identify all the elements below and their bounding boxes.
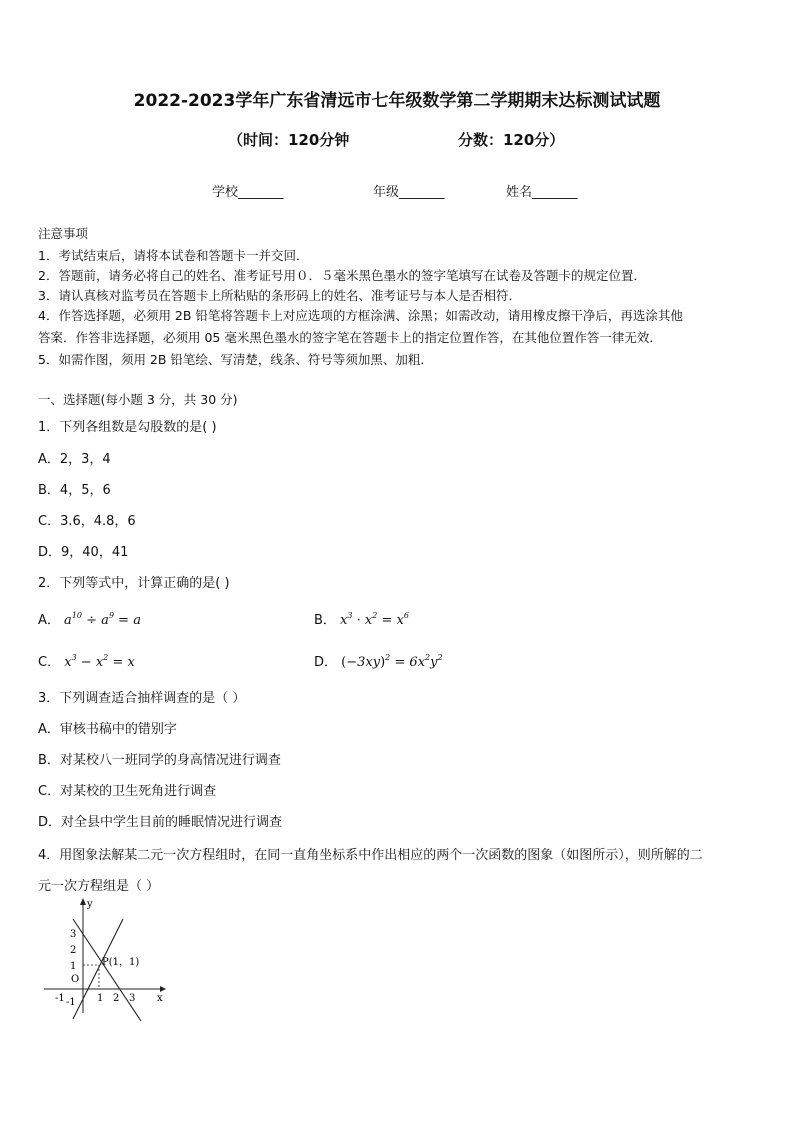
q1-option-d[interactable]: D．9，40，41 xyxy=(38,545,129,560)
q2-option-c-label: C． xyxy=(38,655,61,670)
y-axis-label: y xyxy=(87,899,93,910)
notice-line: 答案．作答非选择题，必须用 05 毫米黑色墨水的签字笔在答题卡上的指定位置作答，在其他位置作答一律无效． xyxy=(38,330,662,345)
q3-option-d[interactable]: D．对全县中学生目前的睡眠情况进行调查 xyxy=(38,815,283,830)
q1-option-b[interactable]: B．4，5，6 xyxy=(38,483,111,498)
q2-option-b-formula: $x^3 \cdot x^2 = x^6$ xyxy=(340,611,409,628)
exam-time: （时间：120分钟 xyxy=(228,131,350,149)
q2-option-a-formula: $a^{10} \div a^9 = a$ xyxy=(64,611,141,628)
q2-option-c[interactable] xyxy=(38,651,135,670)
x-axis-arrow xyxy=(160,986,166,992)
origin-label: O xyxy=(71,974,80,985)
y-tick-label: 1 xyxy=(70,961,77,972)
q2-option-d-label: D． xyxy=(314,655,338,670)
question-4-stem-line-1: 4．用图象法解某二元一次方程组时，在同一直角坐标系中作出相应的两个一次函数的图象（如图所示），则所解的二 xyxy=(38,848,703,863)
grade-field[interactable]: 年级_______ xyxy=(373,185,445,200)
y-tick-label: -1 xyxy=(66,997,76,1008)
q2-option-b-label: B． xyxy=(314,613,336,628)
question-2-stem: 2．下列等式中，计算正确的是( ) xyxy=(38,576,230,591)
notice-line: 4．作答选择题，必须用 2B 铅笔将答题卡上对应选项的方框涂满、涂黑；如需改动，请用橡皮擦干净后，再选涂其他 xyxy=(38,308,683,323)
question-4-stem-line-2: 元一次方程组是（ ） xyxy=(38,879,160,894)
name-field[interactable]: 姓名_______ xyxy=(506,185,578,200)
notice-line: 2．答题前，请务必将自己的姓名、准考证号用０．５毫米黑色墨水的签字笔填写在试卷及答题卡的规定位置． xyxy=(38,268,646,283)
q2-option-c-formula: $x^3 - x^2 = x$ xyxy=(64,653,135,670)
x-tick-label: 2 xyxy=(113,993,120,1004)
exam-score: 分数：120分） xyxy=(458,131,565,149)
y-tick-label: 3 xyxy=(70,929,77,940)
question-3-stem: 3．下列调查适合抽样调查的是（ ） xyxy=(38,691,246,706)
x-tick-label: -1 xyxy=(55,993,65,1004)
notice-heading: 注意事项 xyxy=(38,226,89,241)
page-title: 2022-2023学年广东省清远市七年级数学第二学期期末达标测试试题 xyxy=(133,91,661,111)
section-heading: 一、选择题(每小题 3 分，共 30 分) xyxy=(38,392,238,407)
notice-line: 5．如需作图，须用 2B 铅笔绘、写清楚，线条、符号等须加黑、加粗． xyxy=(38,352,433,367)
x-tick-label: 1 xyxy=(97,993,104,1004)
q2-option-a[interactable] xyxy=(38,609,141,628)
q2-option-b[interactable] xyxy=(314,609,409,628)
notice-line: 3．请认真核对监考员在答题卡上所粘贴的条形码上的姓名、准考证号与本人是否相符． xyxy=(38,288,521,303)
q3-option-a[interactable]: A．审核书稿中的错别字 xyxy=(38,722,177,737)
q1-option-c[interactable]: C．3.6，4.8，6 xyxy=(38,514,136,529)
y-axis-arrow xyxy=(80,898,86,905)
q3-option-b[interactable]: B．对某校八一班同学的身高情况进行调查 xyxy=(38,753,281,768)
x-axis-label: x xyxy=(157,993,163,1004)
q3-option-c[interactable]: C．对某校的卫生死角进行调查 xyxy=(38,784,217,799)
school-field[interactable]: 学校_______ xyxy=(212,185,284,200)
question-1-stem: 1．下列各组数是勾股数的是( ) xyxy=(38,420,217,435)
line-rising xyxy=(73,919,123,1019)
q4-function-graph xyxy=(36,895,171,1025)
x-tick-label: 3 xyxy=(129,993,136,1004)
y-tick-label: 2 xyxy=(70,945,77,956)
q2-option-a-label: A． xyxy=(38,613,60,628)
q1-option-a[interactable]: A．2，3，4 xyxy=(38,452,111,467)
q2-option-d-formula: $(-3xy)^2 = 6x^2y^2$ xyxy=(341,653,443,670)
q2-option-d[interactable] xyxy=(314,651,443,670)
notice-line: 1．考试结束后，请将本试卷和答题卡一并交回． xyxy=(38,248,309,263)
point-p-label: P(1，1) xyxy=(102,957,140,968)
